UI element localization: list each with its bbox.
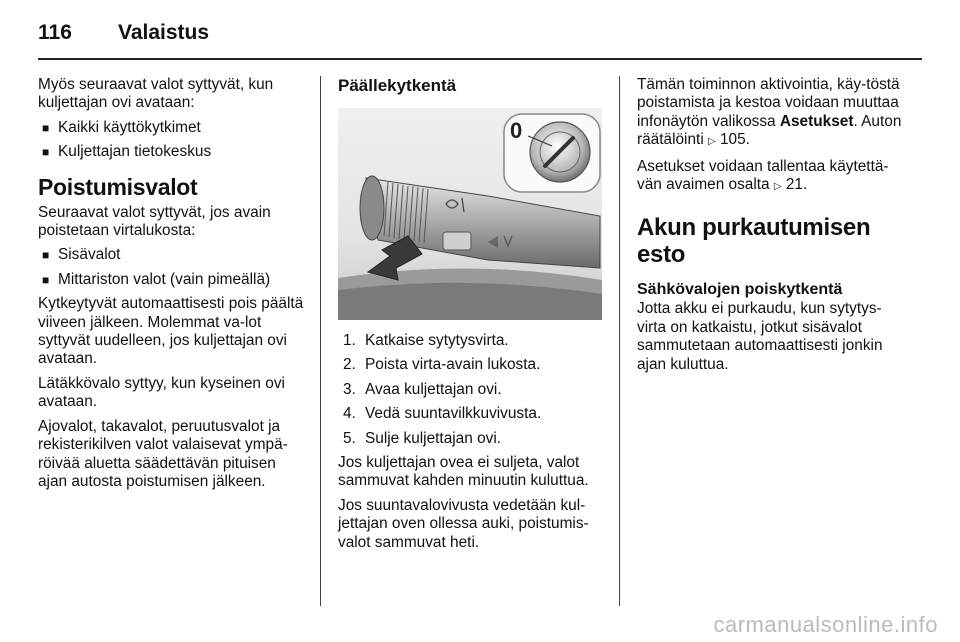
steps-list <box>338 332 606 448</box>
section-title: Akun purkautumisen esto <box>637 214 871 269</box>
list-item: 5. Sulje kuljettajan ovi. <box>343 429 502 447</box>
column-divider <box>320 76 321 606</box>
paragraph: Jos suuntavalovivusta vedetään kul-jettajan oven ollessa auki, poistumis-valot sammuvat heti. <box>338 496 589 551</box>
page-reference[interactable]: 21. <box>785 176 808 194</box>
list-item: ■ Kaikki käyttökytkimet <box>42 118 201 136</box>
list-item: ■ Kuljettajan tietokeskus <box>42 143 212 161</box>
page-header <box>38 18 209 48</box>
column-3 <box>637 76 905 380</box>
column-1 <box>38 76 306 497</box>
paragraph: Lätäkkövalo syttyy, kun kyseinen ovi avataan. <box>38 374 285 411</box>
page-reference-icon: ▷ <box>708 136 716 148</box>
watermark: carmanualsonline.info <box>713 612 938 637</box>
list-item: 1. Katkaise sytytysvirta. <box>343 332 509 349</box>
list-item: 4. Vedä suuntavilkkuvivusta. <box>343 405 542 423</box>
bullet-icon: ■ <box>42 248 50 263</box>
paragraph: Tämän toiminnon aktivointia, käy-töstä poistamista ja kestoa voidaan muuttaa infonäytön valikossa Asetukset. Auton räätälöinti ▷ 105. <box>637 76 902 149</box>
intro-paragraph: Myös seuraavat valot syttyvät, kun kuljettajan ovi avataan: <box>38 76 274 112</box>
bullet-icon: ■ <box>42 120 50 135</box>
subsection-title: Päällekytkentä <box>338 76 457 95</box>
settings-menu-name: Asetukset <box>779 112 854 130</box>
paragraph: Ajovalot, takavalot, peruutusvalot ja rekisterikilven valot valaisevat ympä-röivää aluetta säädettävän pituisen ajan autosta poistumisen jälkeen. <box>38 417 288 490</box>
bullet-icon: ■ <box>42 145 50 160</box>
list-item: ■ Mittariston valot (vain pimeällä) <box>42 270 271 288</box>
bullet-icon: ■ <box>42 272 50 287</box>
list-item: 3. Avaa kuljettajan ovi. <box>343 380 502 398</box>
ignition-position-label: 0 <box>510 118 523 143</box>
page-title: Valaistus <box>118 21 210 44</box>
paragraph: Kytkeytyvät automaattisesti pois päältä viiveen jälkeen. Molemmat va-lot syttyvät uudelleen, jos kuljettajan ovi avataan. <box>38 295 304 368</box>
page-reference-icon: ▷ <box>773 181 782 193</box>
paragraph: Jos kuljettajan ovea ei suljeta, valot sammuvat kahden minuutin kuluttua. <box>338 454 589 490</box>
paragraph: Jotta akku ei purkaudu, kun sytytys-virta on katkaistu, jotkut sisävalot sammutetaan automaattisesti jonkin ajan kuluttua. <box>637 300 883 373</box>
column-divider <box>619 76 620 606</box>
page-reference[interactable]: 105. <box>720 131 750 149</box>
list-item: ■ Sisävalot <box>42 246 121 264</box>
turn-signal-lever-figure <box>338 108 602 320</box>
paragraph: Asetukset voidaan tallentaa käytettä-vän avaimen osalta ▷ 21. <box>637 157 889 194</box>
section-intro: Seuraavat valot syttyvät, jos avain poistetaan virtalukosta: <box>38 203 271 240</box>
subsection-title: Sähkövalojen poiskytkentä <box>637 281 843 299</box>
list-item: 2. Poista virta-avain lukosta. <box>343 356 541 374</box>
column-2 <box>338 76 606 558</box>
page-number: 116 <box>38 21 72 44</box>
header-rule <box>38 58 922 60</box>
section-title: Poistumisvalot <box>38 173 198 200</box>
